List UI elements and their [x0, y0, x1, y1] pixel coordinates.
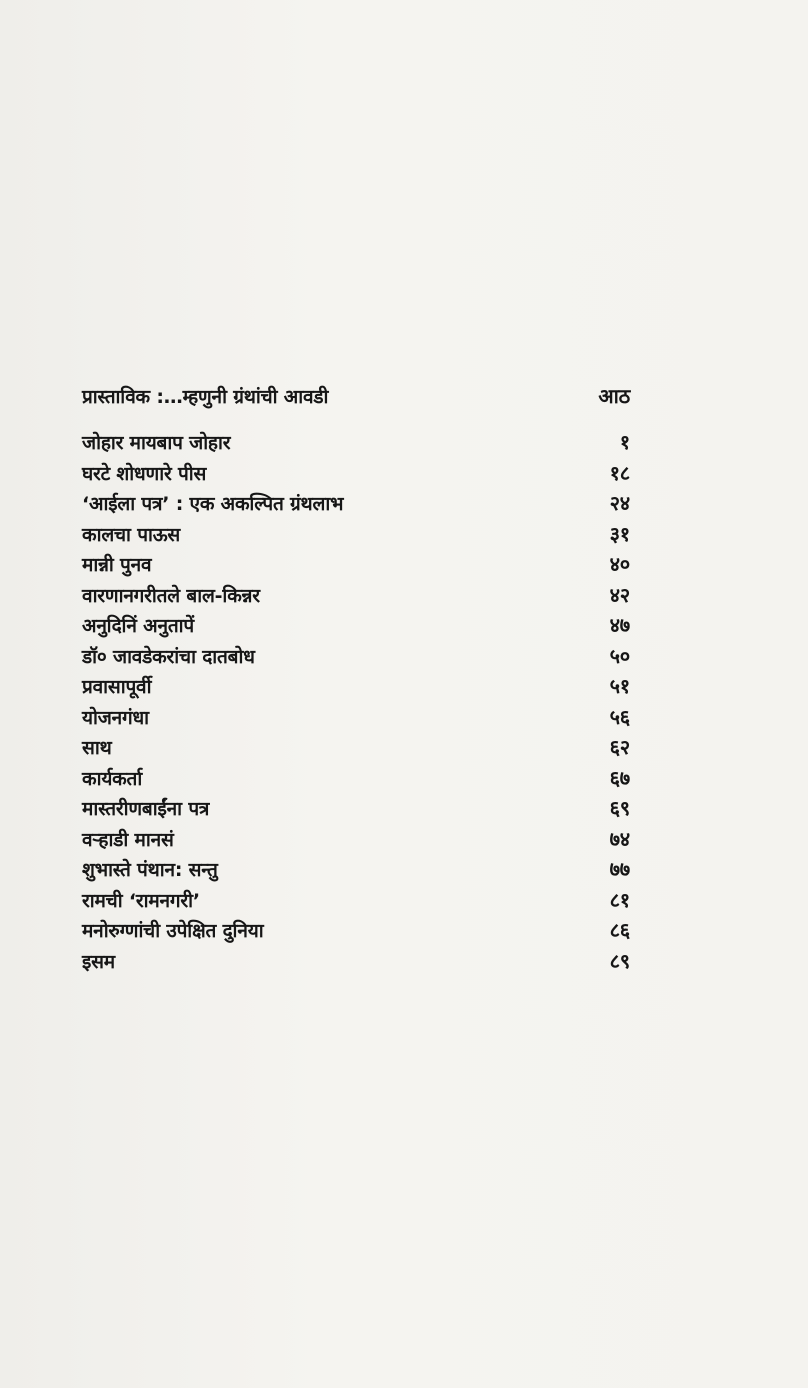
toc-entry-page: आठ — [598, 384, 630, 408]
toc-entry-page: ७७ — [609, 857, 630, 881]
toc-entry — [82, 581, 630, 612]
toc-entry-page: ६७ — [609, 765, 630, 790]
toc-entry-title: घरटे शोधणारे पीस — [82, 462, 207, 485]
toc-entry-page: ८६ — [609, 918, 630, 942]
toc-entry-title: जोहार मायबाप जोहार — [82, 432, 231, 454]
toc-entry-title: मनोरुग्णांची उपेक्षित दुनिया — [82, 920, 264, 942]
toc-entry-page: १ — [619, 430, 630, 454]
toc-entry — [82, 703, 630, 734]
toc-entry-title: योजनगंधा — [82, 706, 149, 729]
toc-entry — [82, 764, 630, 795]
toc-entry-page: ६२ — [609, 735, 630, 759]
toc-entry-title: शुभास्ते पंथान: सन्तु — [82, 859, 218, 881]
toc-entry — [82, 947, 630, 978]
toc-entry — [82, 642, 630, 673]
toc-entry — [82, 520, 630, 551]
toc-entry — [82, 550, 630, 581]
toc-entry-title: साथ — [82, 737, 112, 759]
toc-entry-page: ५६ — [609, 704, 630, 729]
toc-entry — [82, 794, 630, 825]
toc-entry-title: रामची ‘रामनगरी’ — [82, 889, 200, 912]
toc-entry-title: मास्तरीणबाईंना पत्र — [82, 798, 210, 820]
toc-entry — [82, 855, 630, 886]
toc-entry-title: डॉ० जावडेकरांचा दातबोध — [82, 645, 255, 668]
toc-entry-page: २४ — [609, 491, 630, 515]
toc-entry — [82, 672, 630, 703]
toc-entry-page: ४७ — [609, 613, 630, 637]
toc-entry — [82, 825, 630, 856]
toc-entry-page: ६९ — [609, 796, 630, 820]
toc-entry-title: मान्नी पुनव — [82, 554, 152, 576]
toc-entry — [82, 428, 630, 459]
toc-entry-title: वारणानगरीतले बाल-किन्नर — [82, 584, 260, 607]
toc-entry-title: प्रास्ताविक :…म्हणुनी ग्रंथांची आवडी — [82, 386, 329, 408]
toc-entry-title: प्रवासापूर्वी — [82, 676, 152, 698]
toc-entry-page: ८९ — [609, 948, 630, 973]
toc-entry-title: इसम — [82, 950, 115, 973]
toc-entry-page: ५० — [609, 643, 630, 668]
toc-entry-page: ४० — [609, 552, 630, 576]
toc-entry — [82, 886, 630, 917]
toc-entry-title: अनुदिनिं अनुतापें — [82, 615, 194, 637]
toc-entry-page: ७४ — [609, 826, 630, 851]
toc-entry-title: ‘आईला पत्र’ : एक अकल्पित ग्रंथलाभ — [82, 493, 344, 515]
toc-entry-page: १८ — [609, 460, 630, 485]
toc-entry-page: ५१ — [609, 674, 630, 698]
toc-entry-title: कालचा पाऊस — [82, 523, 181, 546]
toc-entry-page: ८१ — [609, 887, 630, 912]
toc-entry — [82, 459, 630, 490]
toc-entry — [82, 916, 630, 947]
toc-entry — [82, 733, 630, 764]
toc-entry — [82, 382, 630, 428]
toc-entry — [82, 489, 630, 520]
toc-entry-title: वऱ्हाडी मानसं — [82, 828, 174, 851]
toc-entry-page: ४२ — [609, 582, 630, 607]
table-of-contents — [82, 382, 630, 977]
toc-entry-title: कार्यकर्ता — [82, 767, 143, 790]
toc-entry-page: ३१ — [609, 521, 630, 546]
toc-entry — [82, 611, 630, 642]
